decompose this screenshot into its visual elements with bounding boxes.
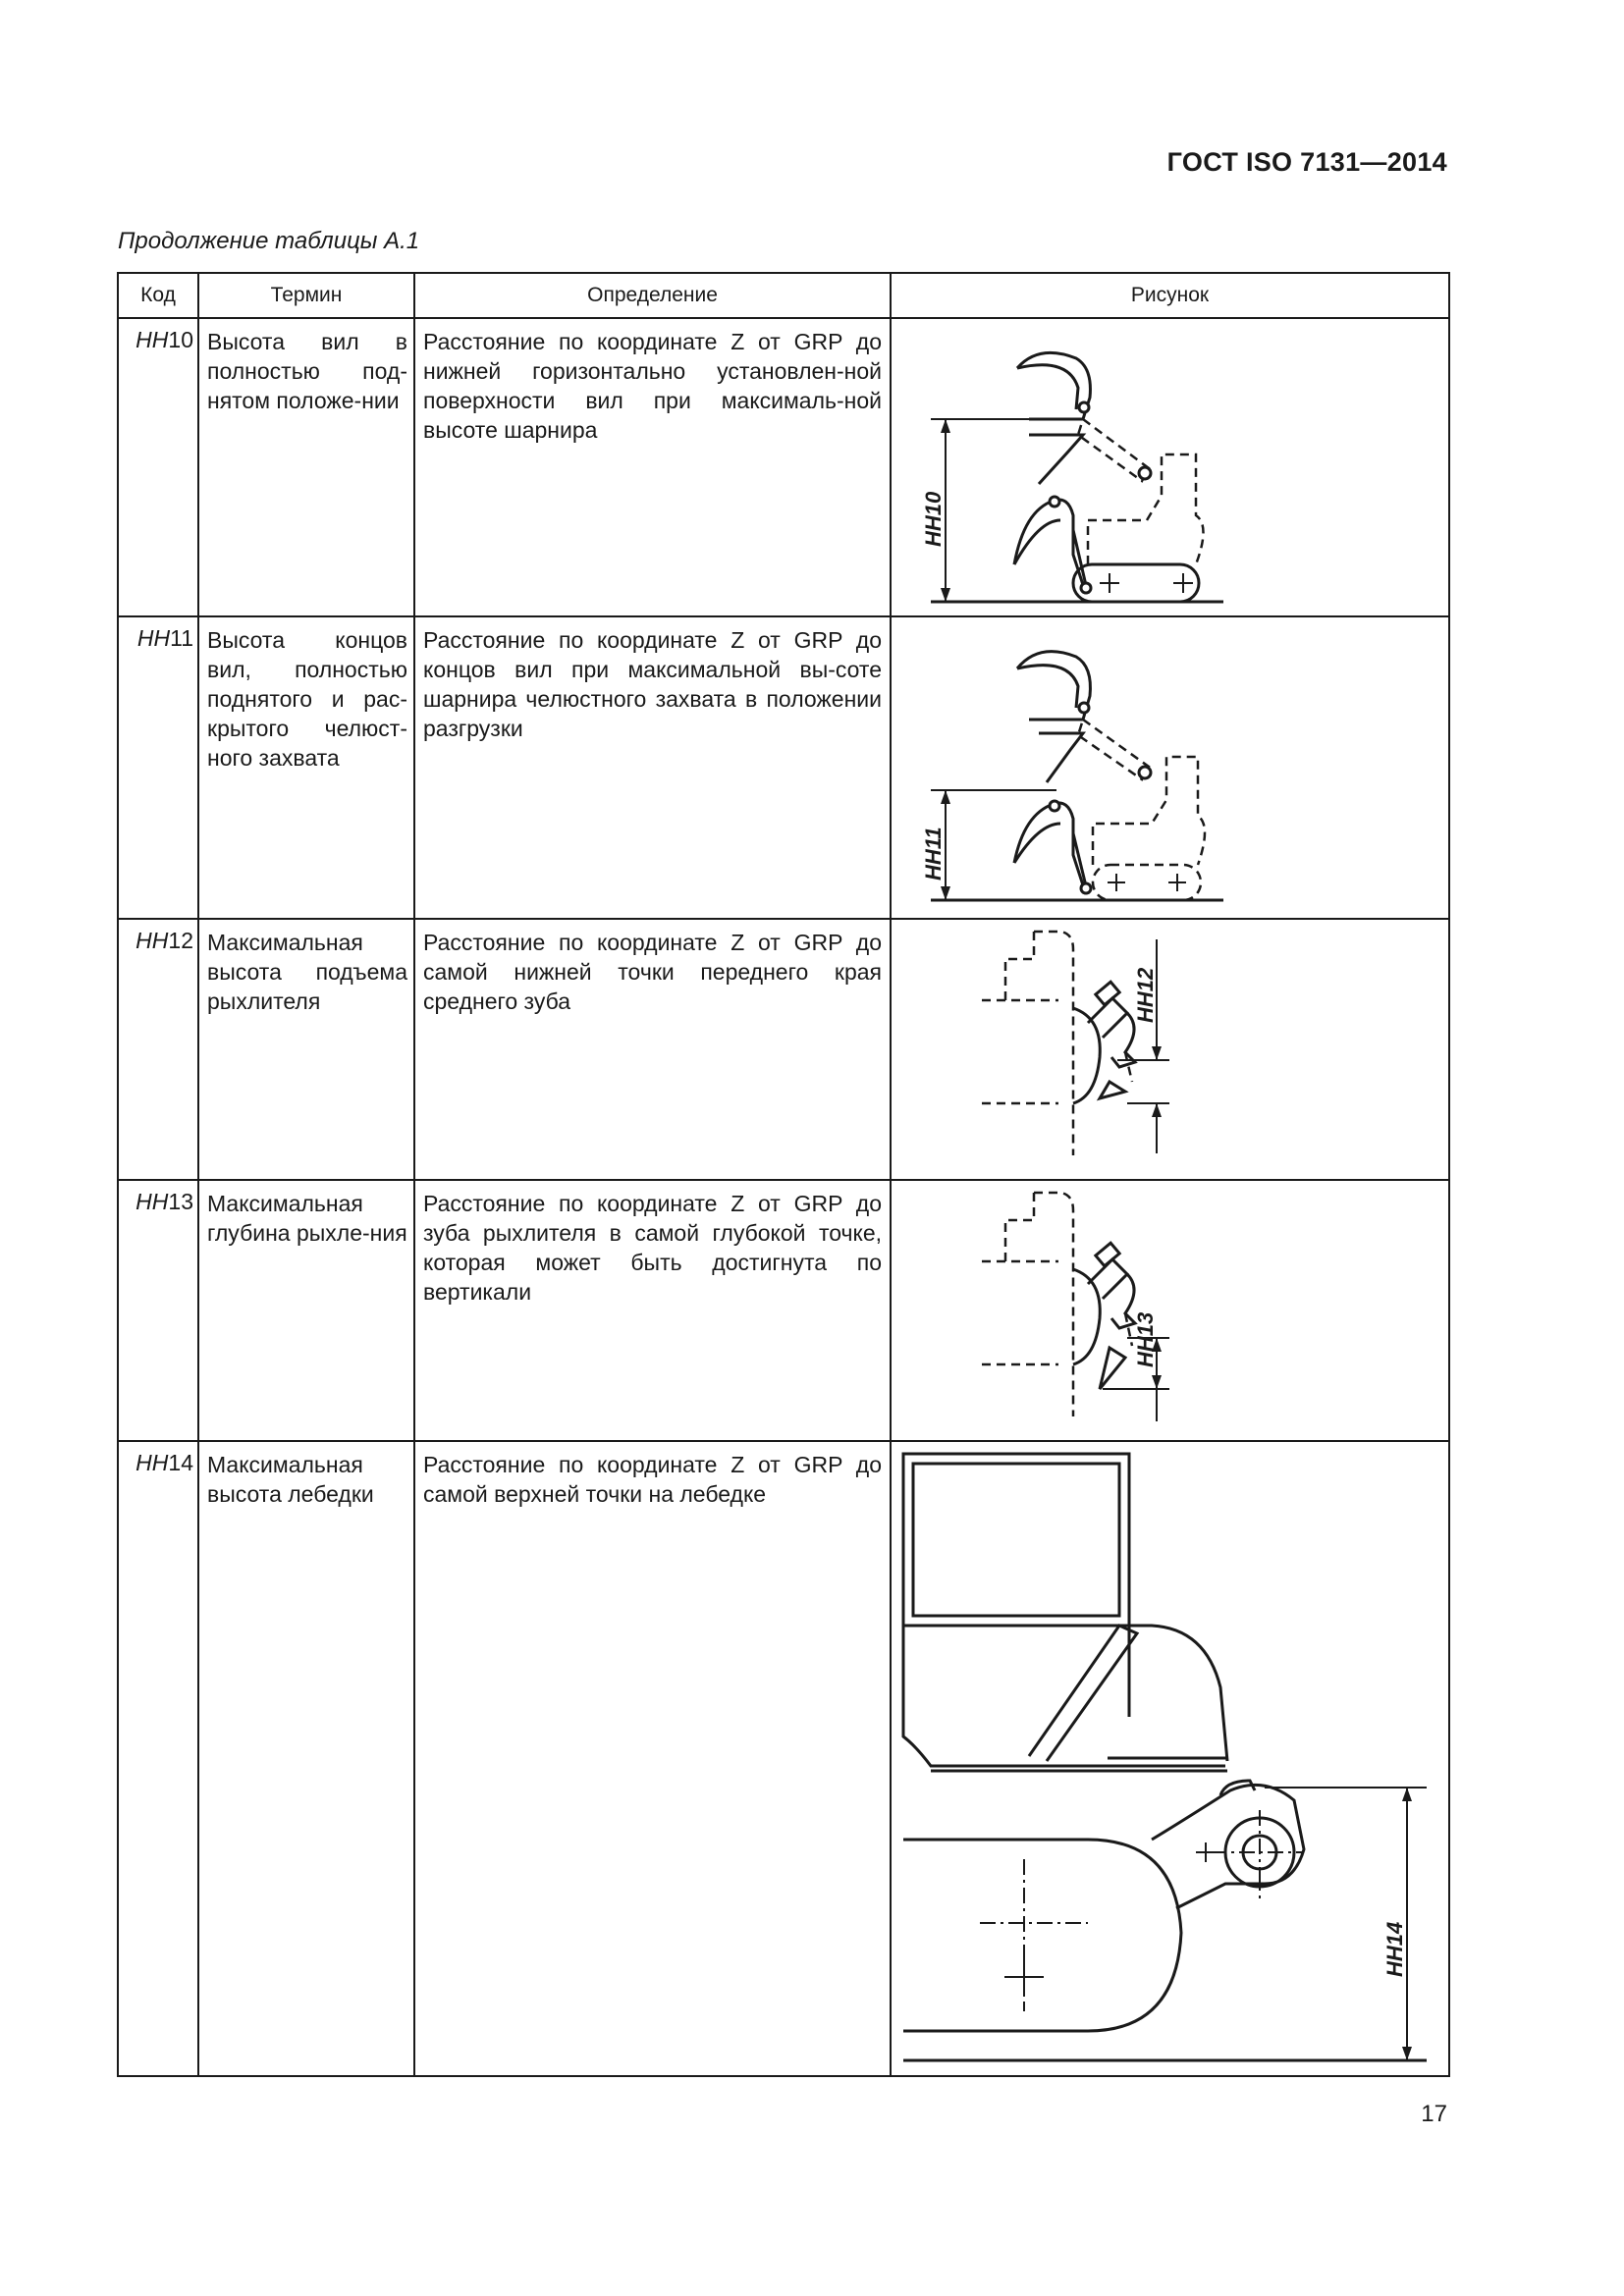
row-figure	[891, 616, 1449, 919]
row-definition: Расстояние по координате Z от GRP до самой нижней точки переднего края среднего зуба	[414, 919, 891, 1180]
winch-height-diagram	[892, 1442, 1450, 2075]
table-row	[118, 318, 1449, 616]
row-term: Высота вил в полностью под-нятом положе-нии	[198, 318, 414, 616]
figure-dimension-label: HH12	[1133, 967, 1158, 1023]
row-code: HH13	[118, 1180, 198, 1441]
terms-table	[117, 272, 1450, 2077]
row-definition: Расстояние по координате Z от GRP до зуба рыхлителя в самой глубокой точке, которая может быть достигнута по вертикали	[414, 1180, 891, 1441]
row-figure	[891, 919, 1449, 1180]
figure-dimension-label: HH11	[921, 827, 946, 881]
figure-dimension-label: HH13	[1133, 1311, 1158, 1367]
row-definition: Расстояние по координате Z от GRP до нижней горизонтально установлен-ной поверхности вил при максималь-ной высоте шарнира	[414, 318, 891, 616]
row-term: Максимальная глубина рыхле-ния	[198, 1180, 414, 1441]
figure-dimension-label: HH14	[1382, 1921, 1407, 1977]
column-header-term: Термин	[198, 273, 414, 318]
column-header-figure: Рисунок	[891, 273, 1449, 318]
row-code: HH12	[118, 919, 198, 1180]
row-code: HH10	[118, 318, 198, 616]
row-definition: Расстояние по координате Z от GRP до самой верхней точки на лебедке	[414, 1441, 891, 2076]
row-figure	[891, 318, 1449, 616]
row-code: HH14	[118, 1441, 198, 2076]
fork-tips-height-diagram	[892, 617, 1450, 918]
row-term: Высота концов вил, полностью поднятого и рас-крытого челюст-ного захвата	[198, 616, 414, 919]
table-row	[118, 1180, 1449, 1441]
figure-dimension-label: HH10	[921, 491, 946, 547]
column-header-code: Код	[118, 273, 198, 318]
table-row	[118, 616, 1449, 919]
row-term: Максимальная высота подъема рыхлителя	[198, 919, 414, 1180]
ripper-lift-height-diagram	[892, 920, 1450, 1179]
row-term: Максимальная высота лебедки	[198, 1441, 414, 2076]
fork-raised-height-diagram	[892, 319, 1450, 615]
page-number: 17	[1421, 2101, 1447, 2127]
row-code: HH11	[118, 616, 198, 919]
table-caption: Продолжение таблицы А.1	[118, 228, 420, 254]
table-row	[118, 1441, 1449, 2076]
row-definition: Расстояние по координате Z от GRP до концов вил при максимальной вы-соте шарнира челюстного захвата в положении разгрузки	[414, 616, 891, 919]
row-figure	[891, 1441, 1449, 2076]
ripper-depth-diagram	[892, 1181, 1450, 1440]
standard-designation: ГОСТ ISO 7131—2014	[1166, 147, 1447, 177]
table-row	[118, 919, 1449, 1180]
row-figure	[891, 1180, 1449, 1441]
column-header-definition: Определение	[414, 273, 891, 318]
table-header-row	[118, 273, 1449, 318]
